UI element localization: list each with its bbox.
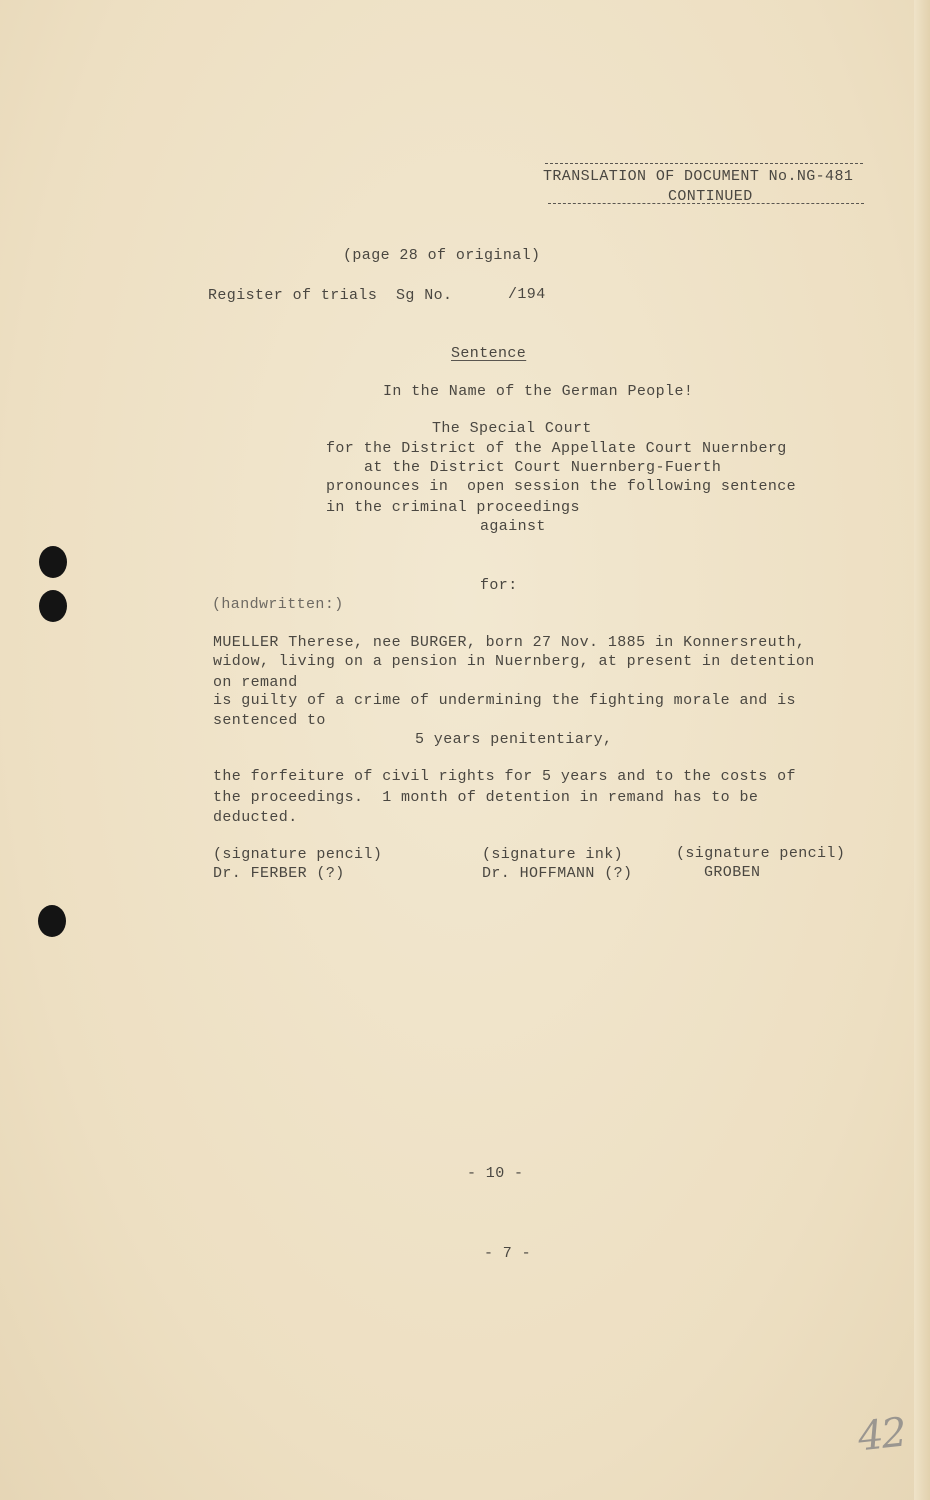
signature-3-type: (signature pencil): [676, 845, 846, 862]
verdict-line-1: is guilty of a crime of undermining the fighting morale and is: [213, 692, 796, 709]
signature-2-name: Dr. HOFFMANN (?): [482, 865, 633, 882]
defendant-line-3: on remand: [213, 674, 298, 691]
defendant-line-1: MUELLER Therese, nee BURGER, born 27 Nov. 1885 in Konnersreuth,: [213, 634, 806, 651]
court-line-1: The Special Court: [432, 420, 592, 437]
defendant-line-2: widow, living on a pension in Nuernberg, at present in detention: [213, 653, 815, 670]
original-page-note: (page 28 of original): [343, 247, 541, 264]
sentence-title: Sentence: [451, 345, 527, 362]
page-number-secondary: - 7 -: [484, 1245, 532, 1262]
paper-edge: [914, 0, 930, 1500]
court-line-5: in the criminal proceedings: [326, 499, 580, 516]
additional-line-1: the forfeiture of civil rights for 5 years and to the costs of: [213, 768, 796, 785]
page-number-primary: - 10 -: [467, 1165, 524, 1182]
punch-hole-bottom: [38, 905, 66, 937]
header-bottom-rule: [548, 203, 864, 204]
for-label: for:: [480, 577, 518, 594]
punch-hole-top: [39, 546, 67, 578]
court-line-4: pronounces in open session the following sentence: [326, 478, 797, 495]
additional-line-3: deducted.: [213, 809, 298, 826]
signature-2-type: (signature ink): [482, 846, 624, 863]
additional-line-2: the proceedings. 1 month of detention in remand has to be: [213, 789, 759, 806]
invocation: In the Name of the German People!: [383, 383, 694, 400]
court-line-3: at the District Court Nuernberg-Fuerth: [364, 459, 722, 476]
handwritten-label: (handwritten:): [212, 596, 344, 613]
signature-3-name: GROBEN: [704, 864, 761, 881]
signature-1-type: (signature pencil): [213, 846, 383, 863]
handwritten-page-number: 42: [855, 1409, 908, 1461]
verdict-line-2: sentenced to: [213, 712, 326, 729]
register-number: /194: [508, 286, 546, 303]
header-top-rule: [545, 163, 863, 164]
court-line-6: against: [480, 518, 546, 535]
continued-label: CONTINUED: [668, 188, 753, 205]
court-line-2: for the District of the Appellate Court Nuernberg: [326, 440, 787, 457]
signature-1-name: Dr. FERBER (?): [213, 865, 345, 882]
register-label: Register of trials Sg No.: [208, 287, 453, 304]
penalty: 5 years penitentiary,: [415, 731, 613, 748]
document-reference: TRANSLATION OF DOCUMENT No.NG-481: [543, 168, 854, 185]
punch-hole-middle: [39, 590, 67, 622]
